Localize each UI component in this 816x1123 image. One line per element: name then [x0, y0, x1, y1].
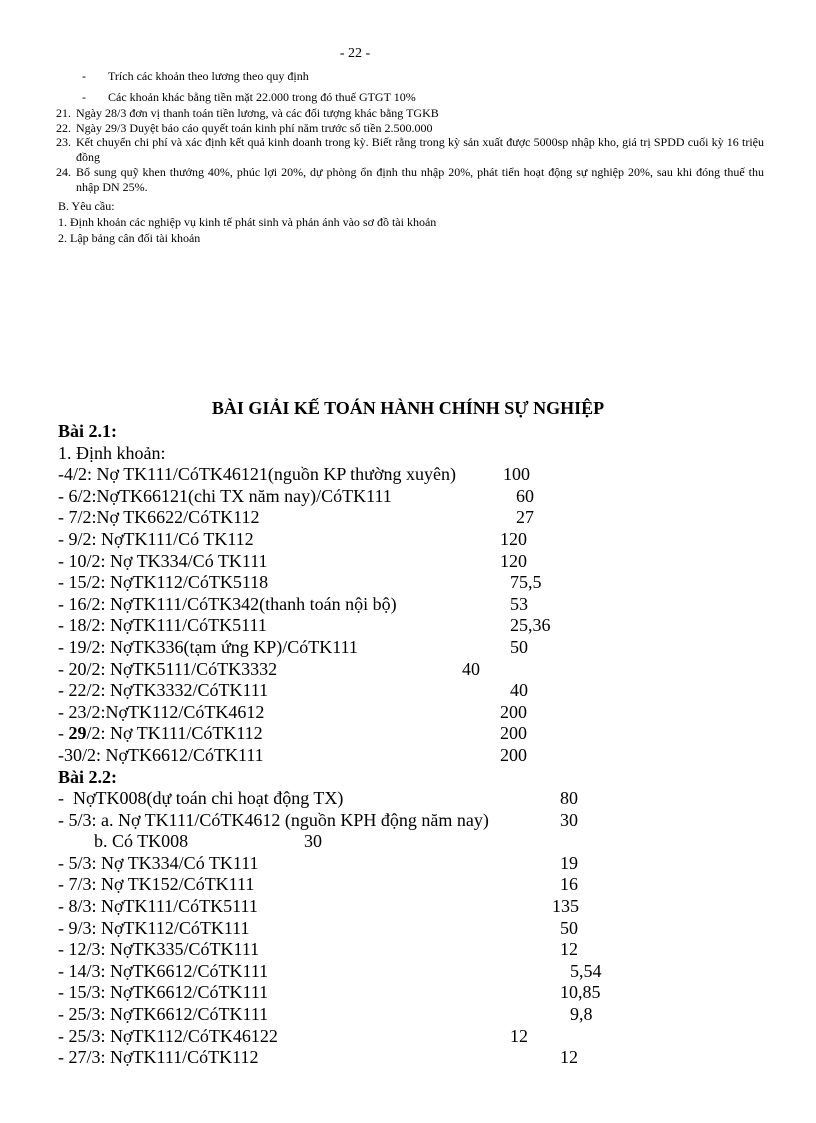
solution-title: BÀI GIẢI KẾ TOÁN HÀNH CHÍNH SỰ NGHIỆP [211, 398, 605, 418]
journal-entry [58, 1004, 593, 1026]
journal-entry [58, 636, 528, 659]
entry-amount: 75,5 [510, 572, 542, 593]
numbered-list [56, 106, 764, 194]
entry-amount: 9,8 [570, 1004, 593, 1025]
entry-text: - NợTK008(dự toán chi hoạt động TX) [58, 788, 344, 809]
entry-text: b. Có TK008 [58, 831, 189, 852]
numbered-item-24: 24. Bổ sung quỹ khen thưởng 40%, phúc lợi 20%, dự phòng ổn định thu nhập 20%, phát tiển hoạt động sự nghiệp 20%, sau khi đóng thuế thu nhập DN 25%. [56, 164, 764, 194]
journal-entry [58, 507, 534, 529]
dash-item: - Các khoản khác bằng tiền mặt 22.000 trong đó thuế GTGT 10% [82, 90, 416, 104]
entry-amount: 120 [500, 550, 527, 571]
entry-text: - 15/2: NợTK112/CóTK5118 [58, 572, 269, 593]
journal-entry [58, 960, 602, 983]
entry-amount: 100 [503, 464, 530, 485]
entry-amount: 200 [500, 701, 527, 722]
entry-text: - 9/3: NợTK112/CóTK111 [58, 917, 250, 938]
journal-entry [58, 528, 527, 551]
entry-text: - 19/2: NợTK336(tạm ứng KP)/CóTK111 [58, 636, 358, 657]
journal-entry [58, 874, 578, 896]
entry-amount: 27 [516, 507, 534, 528]
entry-text: - 16/2: NợTK111/CóTK342(thanh toán nội bộ) [58, 593, 397, 614]
journal-entry [58, 896, 579, 918]
entry-text: - 22/2: NợTK3332/CóTK111 [58, 680, 269, 701]
entry-amount: 40 [510, 680, 528, 701]
journal-entry [58, 939, 578, 961]
entry-amount: 53 [510, 593, 528, 614]
entry-amount: 50 [510, 636, 528, 657]
numbered-item-22: 22. Ngày 29/3 Duyệt báo cáo quyết toán kinh phí năm trước số tiền 2.500.000 [56, 120, 433, 135]
entry-text: - 5/3: Nợ TK334/Có TK111 [58, 852, 259, 873]
entry-text: - 12/3: NợTK335/CóTK111 [58, 939, 260, 960]
entry-text: - 8/3: NợTK111/CóTK5111 [58, 896, 258, 917]
journal-entry [58, 701, 527, 724]
numbered-item-21: 21. Ngày 28/3 đơn vị thanh toán tiền lương, và các đối tượng khác bằng TGKB [56, 106, 439, 120]
bai-21-subheading: 1. Định khoản: [58, 442, 166, 463]
entry-amount: 19 [560, 852, 578, 873]
entry-text: - 25/3: NợTK112/CóTK46122 [58, 1025, 278, 1046]
entry-text: - 27/3: NợTK111/CóTK112 [58, 1047, 259, 1068]
bai-21-entries [58, 464, 551, 766]
entry-amount: 12 [560, 1047, 578, 1068]
entry-amount: 135 [552, 896, 579, 917]
journal-entry [58, 485, 534, 508]
journal-entry [58, 593, 528, 616]
page-number: - 22 - [339, 46, 371, 61]
entry-text: - 29/2: Nợ TK111/CóTK112 [58, 723, 263, 744]
entry-amount: 30 [304, 831, 322, 852]
entry-text: - 5/3: a. Nợ TK111/CóTK4612 (nguồn KPH động năm nay) [58, 809, 489, 830]
journal-entry [58, 464, 530, 486]
entry-amount: 200 [500, 723, 527, 744]
entry-amount: 25,36 [510, 615, 551, 636]
journal-entry [58, 788, 578, 810]
entry-amount: 40 [462, 658, 480, 679]
entry-amount: 16 [560, 874, 578, 895]
entry-amount: 60 [516, 485, 534, 506]
entry-text: - 18/2: NợTK111/CóTK5111 [58, 615, 267, 636]
journal-entry [58, 680, 528, 702]
journal-entry [58, 572, 542, 594]
entry-text: - 23/2:NợTK112/CóTK4612 [58, 701, 265, 722]
journal-entry [58, 659, 489, 681]
numbered-item-23: 23. Kết chuyển chi phí và xác định kết quả kinh doanh trong kỳ. Biết rằng trong kỳ sản xuất được 5000sp nhập kho, giá trị SPDD cuối kỳ 16 triệu đồng [56, 135, 764, 165]
entry-amount: 5,54 [570, 960, 602, 981]
journal-entry [58, 744, 527, 767]
requirements [58, 198, 436, 246]
entry-text: -30/2: NợTK6612/CóTK111 [58, 744, 264, 765]
entry-text: -4/2: Nợ TK111/CóTK46121(nguồn KP thường xuyên) [58, 464, 456, 485]
entry-amount: 80 [560, 788, 578, 809]
entry-amount: 50 [560, 917, 578, 938]
dash-item: - Trích các khoản theo lương theo quy định [82, 69, 309, 83]
entry-amount: 12 [510, 1025, 528, 1046]
entry-text: - 6/2:NợTK66121(chi TX năm nay)/CóTK111 [58, 485, 392, 506]
bai-22-entries [58, 788, 602, 1069]
entry-text: - 10/2: Nợ TK334/Có TK111 [58, 550, 268, 571]
entry-text: - 15/3: NợTK6612/CóTK111 [58, 982, 269, 1003]
bai-22-heading: Bài 2.2: [58, 766, 118, 787]
journal-entry [58, 809, 578, 832]
entry-amount: 200 [500, 744, 527, 765]
entry-text: - 7/3: Nợ TK152/CóTK111 [58, 874, 255, 895]
journal-entry [58, 1047, 578, 1069]
journal-entry [58, 550, 527, 573]
entry-amount: 10,85 [560, 982, 601, 1003]
dash-list [82, 68, 416, 110]
journal-entry [58, 852, 578, 875]
requirement-item: 2. Lập bảng cân đối tài khoản [58, 231, 201, 245]
journal-entry [58, 723, 527, 745]
entry-amount: 30 [560, 809, 578, 830]
entry-amount: 120 [500, 528, 527, 549]
entry-amount: 12 [560, 939, 578, 960]
entry-text: - 25/3: NợTK6612/CóTK111 [58, 1004, 269, 1025]
bai-21-heading: Bài 2.1: [58, 421, 118, 441]
journal-entry [58, 1025, 528, 1048]
journal-entry [58, 982, 601, 1004]
journal-entry [58, 917, 578, 940]
entry-text: - 20/2: NợTK5111/CóTK3332 [58, 658, 278, 679]
requirement-item: 1. Định khoản các nghiệp vụ kinh tế phát sinh và phản ánh vào sơ đồ tài khoản [58, 215, 437, 229]
entry-text: - 7/2:Nợ TK6622/CóTK112 [58, 507, 260, 528]
journal-entry [58, 831, 489, 853]
solution-body [58, 421, 602, 1069]
journal-entry [58, 615, 551, 637]
requirements-heading: B. Yêu cầu: [58, 199, 115, 213]
entry-text: - 14/3: NợTK6612/CóTK111 [58, 960, 269, 981]
entry-text: - 9/2: NợTK111/Có TK112 [58, 528, 254, 549]
